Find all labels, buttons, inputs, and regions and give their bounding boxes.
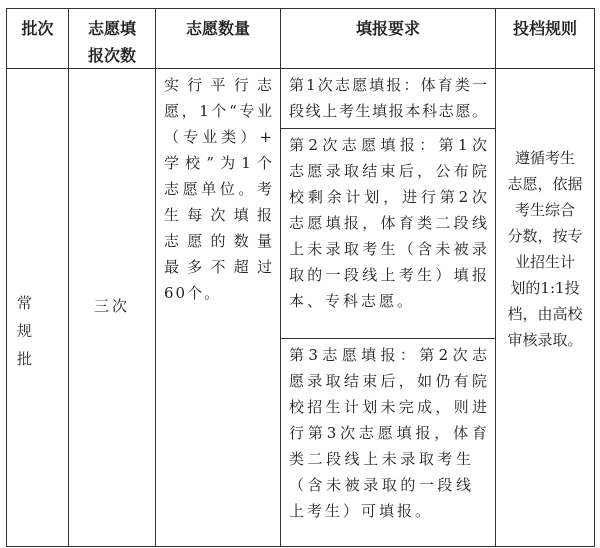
requirement-line: 上未录取考生（含未被录 — [289, 240, 487, 258]
count-line: 最多不超过 — [164, 258, 272, 276]
requirement-line: 段线上考生填报本科志愿。 — [289, 102, 487, 120]
header-rules — [495, 8, 595, 69]
requirement-line: （含未被录取的一段线 — [289, 476, 471, 494]
rules-line: 划的1:1投 — [510, 279, 580, 297]
requirement-round-1 — [280, 68, 496, 129]
count-line: 志愿的数量 — [164, 232, 272, 250]
count-line: 实行平行志 — [164, 76, 272, 94]
requirement-line: 第2次志愿填报：第1次 — [289, 136, 487, 154]
requirement-line: 第1次志愿填报：体育类一 — [289, 76, 487, 94]
requirement-line: 志愿填报，体育类二段线 — [289, 214, 487, 232]
requirement-line: 类二段线上未录取考生 — [289, 450, 471, 468]
header-count — [155, 8, 281, 69]
requirement-line: 校剩余计划，进行第2次 — [289, 188, 487, 206]
header-times — [68, 8, 156, 69]
requirement-line: 校招生计划未完成，则进 — [289, 398, 487, 416]
header-batch-label: 批次 — [21, 19, 54, 38]
count-line: （专业类）+ — [164, 128, 272, 146]
header-rules-label: 投档规则 — [512, 19, 577, 38]
requirement-line: 志愿录取结束后，公布院 — [289, 162, 487, 180]
rules-line: 考生综合 — [514, 201, 575, 219]
requirement-line: 取的一段线上考生）填报 — [289, 266, 487, 284]
requirement-line: 愿录取结束后，如仍有院 — [289, 372, 487, 390]
header-times-line: 报次数 — [87, 46, 136, 65]
header-requirements-label: 填报要求 — [355, 19, 420, 38]
count-line: 学校”为1个 — [164, 154, 272, 172]
rules-line: 档，由高校 — [507, 305, 583, 323]
count-line: 愿，1个“专业 — [164, 102, 272, 120]
requirement-line: 本、专科志愿。 — [289, 292, 416, 310]
batch-line: 常 规 — [17, 294, 41, 340]
rules-line: 遵循考生 — [514, 149, 575, 167]
header-requirements — [280, 8, 496, 69]
rules-cell — [495, 68, 595, 547]
rules-line: 分数，按专 — [507, 227, 583, 245]
requirement-line: 行第3次志愿填报，体育 — [289, 424, 487, 442]
header-times-line: 志愿填 — [87, 19, 136, 38]
batch-cell — [6, 68, 69, 547]
requirement-round-2 — [280, 128, 496, 339]
times-value: 三次 — [93, 297, 130, 315]
rules-line: 志愿，依据 — [507, 175, 583, 193]
rules-line: 审核录取。 — [507, 331, 583, 349]
count-line: 志愿单位。考 — [164, 180, 272, 198]
rules-line: 业招生计 — [514, 253, 575, 271]
header-count-label: 志愿数量 — [185, 19, 250, 38]
count-cell — [155, 68, 281, 547]
batch-line: 批 — [17, 350, 33, 368]
requirement-line: 上考生）可填报。 — [289, 502, 434, 520]
times-cell — [68, 68, 156, 547]
header-batch — [6, 8, 69, 69]
count-line: 60个。 — [164, 284, 222, 302]
requirement-line: 第3志愿填报：第2次志 — [289, 346, 487, 364]
count-line: 生每次填报 — [164, 206, 272, 224]
requirement-round-3 — [280, 338, 496, 547]
